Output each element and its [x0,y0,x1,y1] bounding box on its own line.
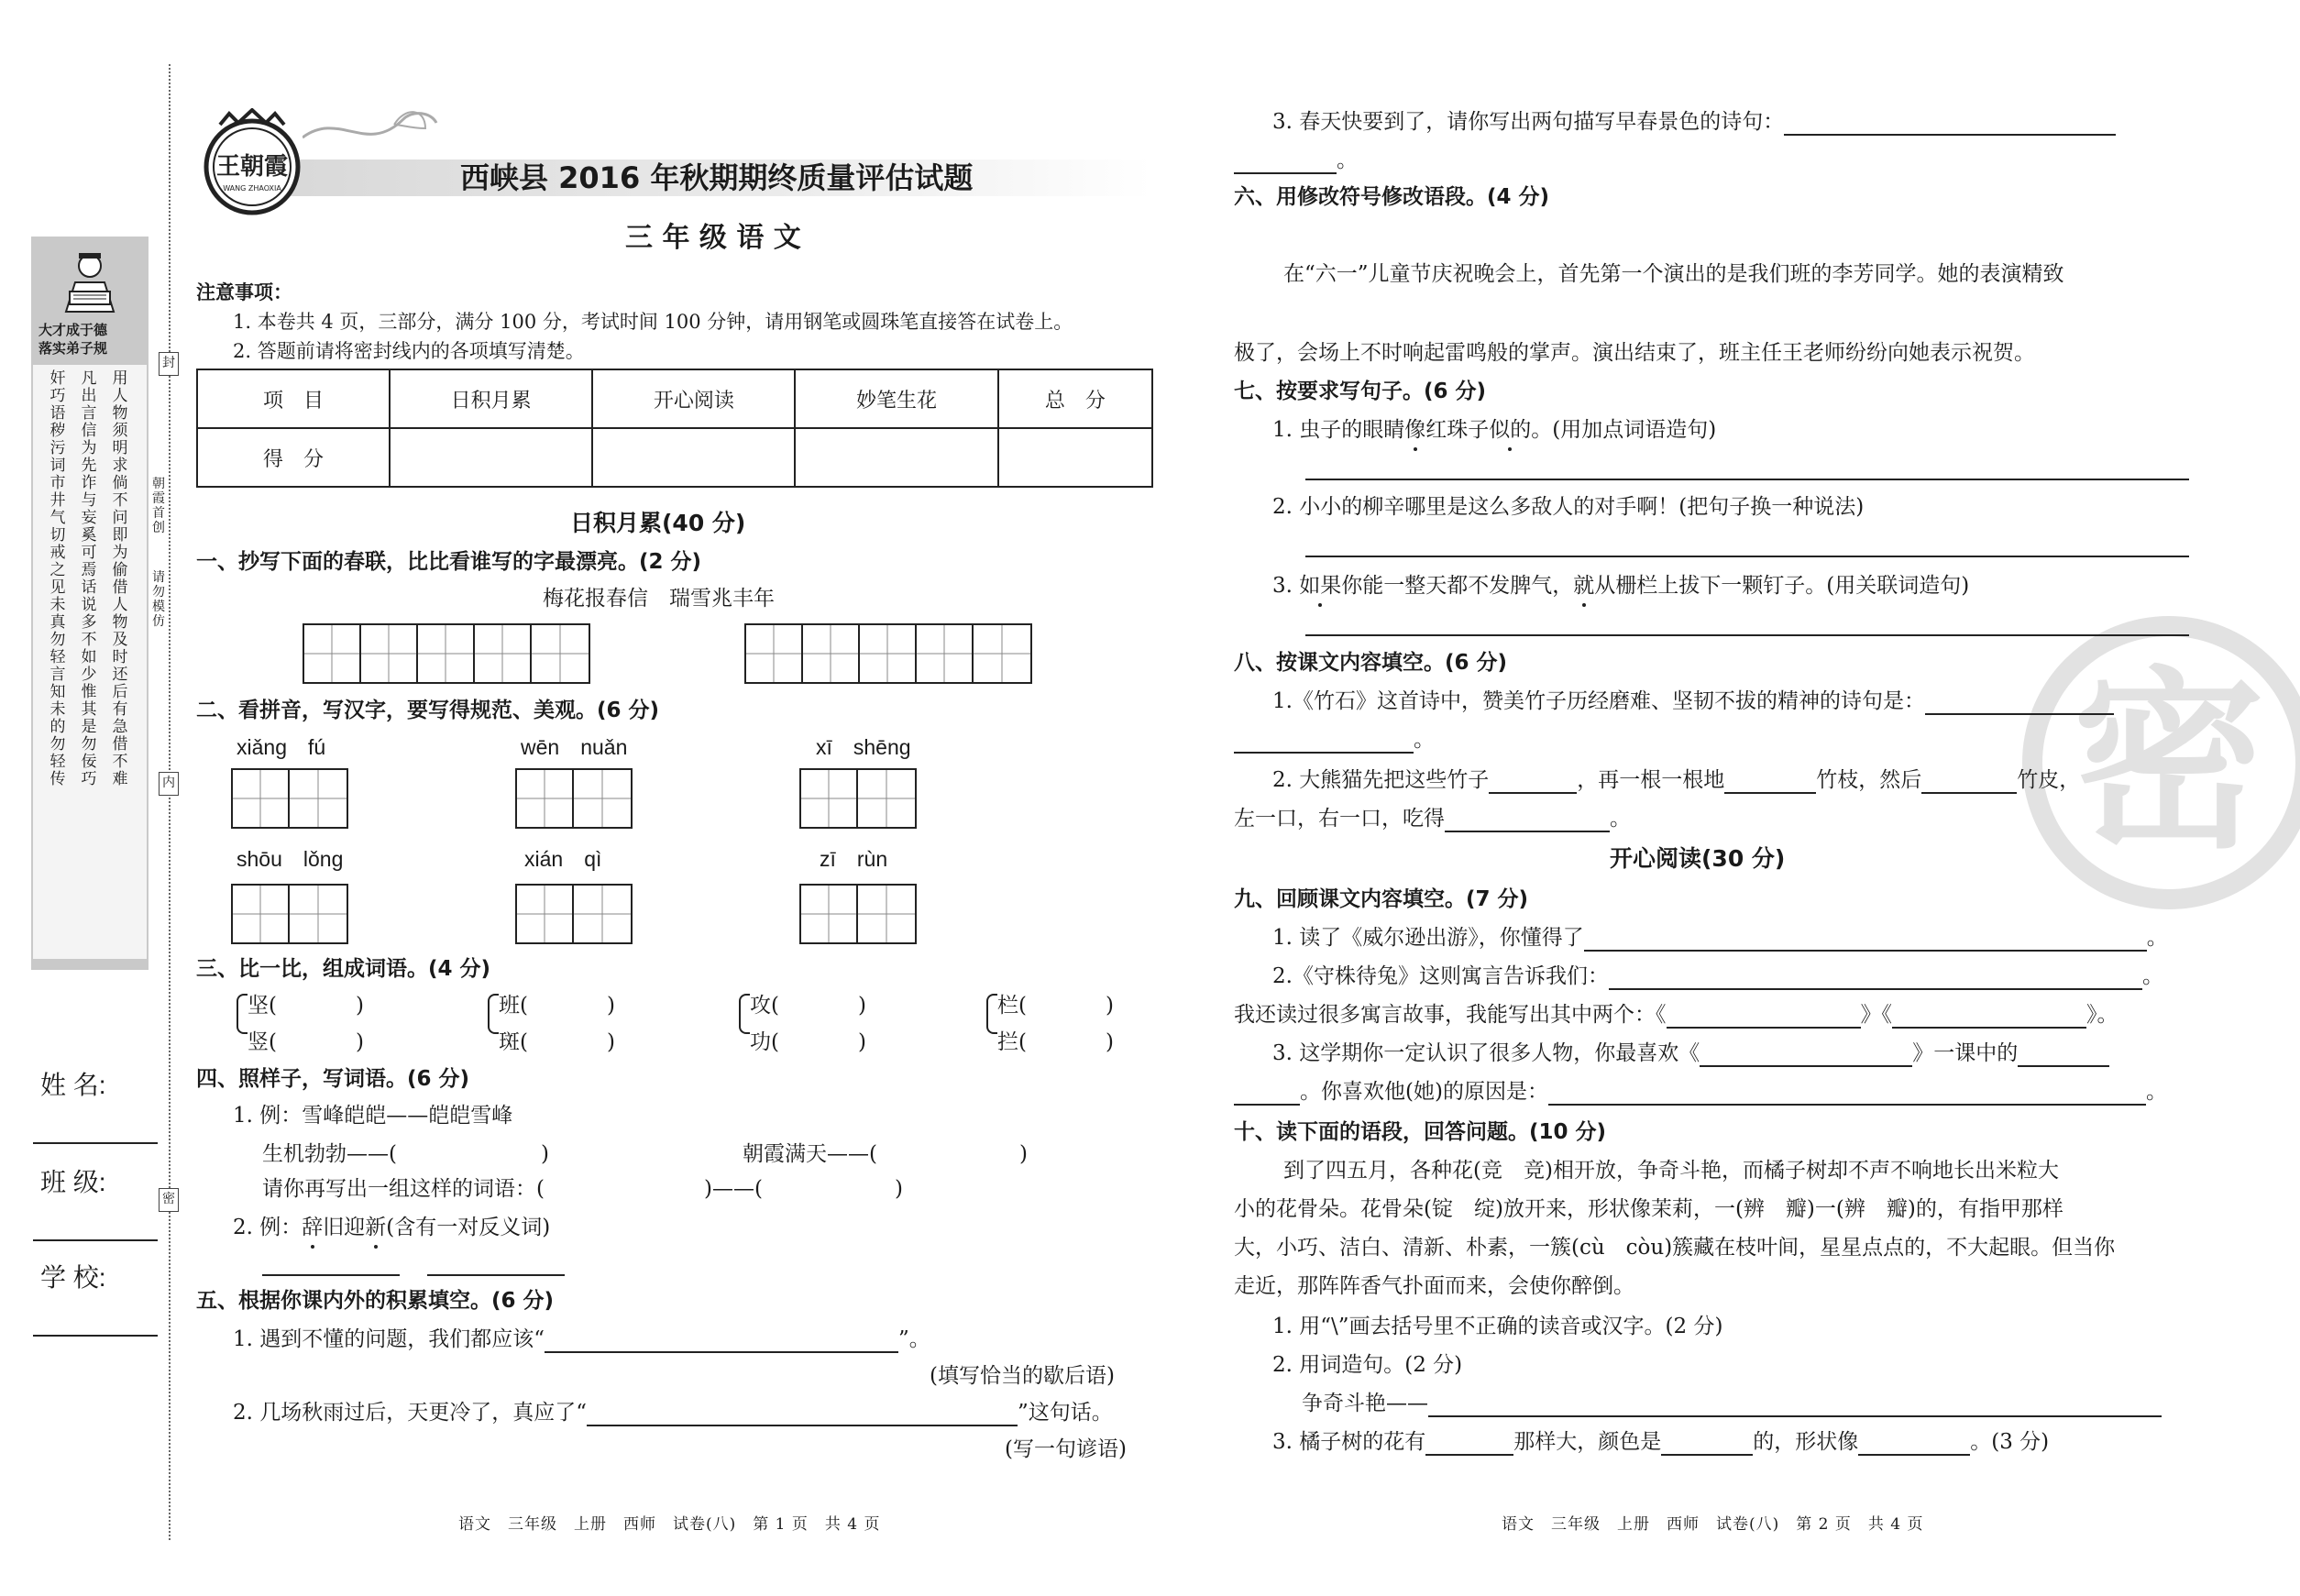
score-header-total: 总 分 [998,369,1152,428]
q4-title: 四、照样子，写词语。(6 分) [196,1067,470,1091]
name-label: 姓 名: [40,1071,106,1099]
class-field[interactable] [33,1239,158,1241]
q2-pinyin-2: wēn nuǎn [521,735,628,759]
seal-watermark-char: 密 [2072,650,2265,875]
brand-logo-text: 王朝霞 [215,153,289,181]
q5-sentence-2: 2. 几场秋雨过后，天更冷了，真应了“ ”这句话。 [233,1401,1113,1425]
q10-sub-1: 1. 用“\”画去括号里不正确的读音或汉字。(2 分) [1272,1315,1723,1338]
q10-sub-2: 2. 用词造句。(2 分) [1272,1353,1463,1377]
q2-pinyin-5: xián qì [524,847,602,871]
q5-blank-2[interactable] [587,1403,1018,1426]
q9-blank-story-2[interactable] [1892,1005,2086,1029]
notes-item-2: 2. 答题前请将密封线内的各项填写清楚。 [233,340,585,362]
q8-sentence-1: 1.《竹石》这首诗中，赞美竹子历经磨难、坚韧不拔的精神的诗句是： [1272,688,2114,715]
motto-sidebar [31,237,149,970]
score-header-writing: 妙笔生花 [795,369,997,428]
q2-grid-1[interactable] [231,768,348,829]
q9-blank-2[interactable] [1609,966,2142,990]
q2-pinyin-3: xī shēng [816,735,911,759]
q2-pinyin-1: xiǎng fú [237,735,326,759]
q1-couplet: 梅花报春信 瑞雪兆丰年 [543,587,775,611]
q5-blank-1[interactable] [545,1329,898,1353]
q9-blank-3b[interactable] [2018,1043,2109,1067]
q7-answer-line-1[interactable] [1305,479,2189,480]
q2-grid-2[interactable] [515,768,633,829]
q3-close: ) [1106,1030,1114,1054]
part2-title: 开心阅读(30 分) [1610,845,1786,872]
q10-sub-3: 3. 橘子树的花有 那样大，颜色是 的，形状像 。(3 分) [1272,1430,2050,1454]
q5-sentence-1: 1. 遇到不懂的问题，我们都应该“ ”。 [233,1327,930,1351]
q3-word-4b: 拦( [997,1030,1027,1054]
q3-brace-4 [986,994,997,1034]
q9-sentence-2: 2.《守株待兔》这则寓言告诉我们： 。 [1272,964,2163,988]
q5-note-2: (写一句谚语) [1005,1437,1127,1461]
score-cell[interactable] [998,428,1152,487]
q7-answer-line-2[interactable] [1305,556,2189,557]
q10-passage-3: 大，小巧、洁白、清新、朴素，一簇(cù còu)簇藏在枝叶间，星星点点的，不大起眼。但当你 [1234,1236,2116,1260]
q5-blank-3b[interactable] [1234,150,1337,174]
q10-blank-3c[interactable] [1858,1432,1970,1456]
q9-blank-story-1[interactable] [1667,1005,1861,1029]
q9-sentence-1: 1. 读了《威尔逊出游》，你懂得了 。 [1272,926,2168,950]
q10-title: 十、读下面的语段，回答问题。(10 分) [1234,1120,1607,1144]
name-field[interactable] [33,1142,158,1144]
q4-example-2: 2. 例：辞旧迎新(含有一对反义词) [233,1216,551,1239]
q5-sentence-3: 3. 春天快要到了，请你写出两句描写早春景色的诗句： [1272,108,2116,136]
q8-sentence-1-cont: 。 [1234,726,1435,754]
q10-passage-1: 到了四五月，各种花(竞 竞)相开放，争奇斗艳，而橘子树却不声不响地长出米粒大 [1283,1159,2059,1183]
motto-column-3: 用人物须明求倘不问即为偷借人物及时还后有急借不难 [112,369,128,788]
q3-brace-3 [739,994,750,1034]
q2-pinyin-6: zī rùn [820,847,888,871]
q10-blank-2[interactable] [1428,1393,2162,1417]
q8-sentence-2-cont: 左一口，右一口，吃得 。 [1234,807,1631,831]
q8-blank-1a[interactable] [1925,691,2114,715]
q4-example-1: 1. 例：雪峰皑皑——皑皑雪峰 [233,1104,513,1128]
q10-sub-2-word: 争奇斗艳—— [1302,1390,2162,1417]
q1-writing-grid-left[interactable] [303,623,590,684]
q9-blank-3c[interactable] [1234,1082,1300,1106]
q9-blank-3d[interactable] [1548,1082,2146,1106]
q4-answer-line-2[interactable] [427,1274,565,1276]
q3-word-4a: 栏( [997,994,1027,1018]
seal-mark-1: 封 [159,352,179,376]
q3-brace-1 [237,994,248,1034]
binding-dotted-line [169,64,171,1540]
score-header-item: 项 目 [197,369,390,428]
q3-close: ) [1106,994,1114,1018]
q2-grid-4[interactable] [231,884,348,944]
q8-blank-1b[interactable] [1234,730,1414,754]
seal-label-1: 朝霞首创 [152,477,165,535]
score-table [196,369,1153,488]
q9-title: 九、回顾课文内容填空。(7 分) [1234,887,1529,911]
q7-sentence-1: 1. 虫子的眼睛像红珠子似的。(用加点词语造句) [1272,418,1717,442]
motto-column-2: 凡出言信为先诈与妄奚可焉话说多不如少惟其是勿佞巧 [81,369,97,788]
q4-close: ) [541,1142,549,1166]
q3-word-3a: 攻( [750,994,779,1018]
q9-sentence-3-cont: 。你喜欢他(她)的原因是： 。 [1234,1078,2167,1106]
notes-item-1: 1. 本卷共 4 页，三部分，满分 100 分，考试时间 100 分钟，请用钢笔或圆珠笔直接答在试卷上。 [233,311,1073,333]
q4-close: ) [895,1177,903,1201]
q8-sentence-2: 2. 大熊猫先把这些竹子 ，再一根一根地 竹枝，然后 竹皮， [1272,768,2081,792]
motto-line-1: 大才成于德 [39,323,108,338]
q2-grid-3[interactable] [799,768,917,829]
q7-title: 七、按要求写句子。(6 分) [1234,380,1487,403]
score-cell[interactable] [795,428,997,487]
q10-blank-3a[interactable] [1425,1432,1513,1456]
seal-watermark [2022,616,2300,909]
seal-mark-3: 密 [159,1188,179,1212]
q8-blank-2a[interactable] [1489,770,1577,794]
q4-word-2: 朝霞满天——( [743,1142,877,1166]
score-cell[interactable] [390,428,592,487]
seal-label-2: 请勿模仿 [152,570,165,629]
q1-title: 一、抄写下面的春联，比比看谁写的字最漂亮。(2 分) [196,550,702,574]
q4-close: ) [1019,1142,1028,1166]
q4-answer-line-1[interactable] [262,1274,400,1276]
q3-word-1b: 竖( [248,1030,277,1054]
q4-prompt: 请你再写出一组这样的词语：( [262,1177,545,1201]
q9-sentence-2b: 我还读过很多寓言故事，我能写出其中两个：《 》《 》。 [1234,1003,2118,1027]
score-cell[interactable] [592,428,795,487]
motto-column-1: 奸巧语秽污词市井气切戒之见未真勿轻言知未的勿轻传 [50,369,66,788]
q7-answer-line-3[interactable] [1305,634,2189,636]
q8-blank-2d[interactable] [1445,809,1610,832]
q7-sentence-2: 2. 小小的柳辛哪里是这么多敌人的对手啊！(把句子换一种说法) [1272,495,1865,519]
q3-close: ) [858,1030,866,1054]
seal-mark-2: 内 [159,772,179,796]
q10-passage-2: 小的花骨朵。花骨朵(锭 绽)放开来，形状像茉莉，一(辨 瓣)一(辨 瓣)的，有指甲那样 [1234,1197,2063,1221]
q1-writing-grid-right[interactable] [744,623,1032,684]
q2-pinyin-4: shōu lǒng [237,847,344,871]
q3-close: ) [356,1030,364,1054]
q10-passage-4: 走近，那阵阵香气扑面而来，会使你醉倒。 [1234,1274,1634,1298]
q3-close: ) [607,1030,615,1054]
scholar-illustration [57,248,123,321]
school-label: 学 校: [40,1263,106,1292]
score-header-accumulation: 日积月累 [390,369,592,428]
q2-title: 二、看拼音，写汉字，要写得规范、美观。(6 分) [196,699,660,722]
q2-grid-5[interactable] [515,884,633,944]
class-label: 班 级: [40,1168,106,1196]
q9-blank-1[interactable] [1584,928,2147,952]
q3-close: ) [607,994,615,1018]
q8-blank-2c[interactable] [1921,770,2017,794]
q6-passage-2: 极了，会场上不时响起雷鸣般的掌声。演出结束了，班主任王老师纷纷向她表示祝贺。 [1234,341,2035,365]
q9-sentence-3: 3. 这学期你一定认识了很多人物，你最喜欢《 》一课中的 [1272,1040,2109,1067]
q8-blank-2b[interactable] [1724,770,1816,794]
q6-passage-1: 在“六一”儿童节庆祝晚会上，首先第一个演出的是我们班的李芳同学。她的表演精致 [1283,262,2064,286]
q2-grid-6[interactable] [799,884,917,944]
score-row-label: 得 分 [197,428,390,487]
q8-title: 八、按课文内容填空。(6 分) [1234,651,1508,675]
q3-close: ) [356,994,364,1018]
q4-dash: )——( [704,1177,763,1201]
notes-heading: 注意事项： [196,281,292,303]
q5-blank-3a[interactable] [1784,112,2116,136]
q3-word-2a: 班( [499,994,528,1018]
q7-sentence-3: 3. 如果你能一整天都不发脾气，就从栅栏上拔下一颗钉子。(用关联词造句) [1272,574,1970,598]
footer-left: 语文 三年级 上册 西师 试卷(八) 第 1 页 共 4 页 [458,1515,881,1534]
q3-close: ) [858,994,866,1018]
part1-title: 日积月累(40 分) [570,510,746,536]
q5-note-1: (填写恰当的歇后语) [930,1364,1115,1388]
q5-sentence-3-cont: 。 [1234,147,1358,174]
q3-title: 三、比一比，组成词语。(4 分) [196,957,491,981]
motto-line-2: 落实弟子规 [39,341,108,357]
q3-brace-2 [488,994,499,1034]
brand-logo [193,108,312,218]
q3-word-2b: 斑( [499,1030,528,1054]
q10-blank-3b[interactable] [1661,1432,1753,1456]
brand-logo-sub: WANG ZHAOXIA [223,184,281,193]
ribbon-decoration [303,101,440,165]
q3-word-3b: 功( [750,1030,779,1054]
footer-right: 语文 三年级 上册 西师 试卷(八) 第 2 页 共 4 页 [1502,1515,1924,1534]
q5-title: 五、根据你课内外的积累填空。(6 分) [196,1289,555,1313]
q3-word-1a: 坚( [248,994,277,1018]
q9-blank-3a[interactable] [1700,1043,1912,1067]
exam-title: 西峡县 2016 年秋期期终质量评估试题 [460,160,974,195]
q4-word-1: 生机勃勃——( [262,1142,397,1166]
q6-title: 六、用修改符号修改语段。(4 分) [1234,185,1550,209]
score-header-reading: 开心阅读 [592,369,795,428]
school-field[interactable] [33,1335,158,1337]
exam-subtitle: 三 年 级 语 文 [625,222,801,254]
